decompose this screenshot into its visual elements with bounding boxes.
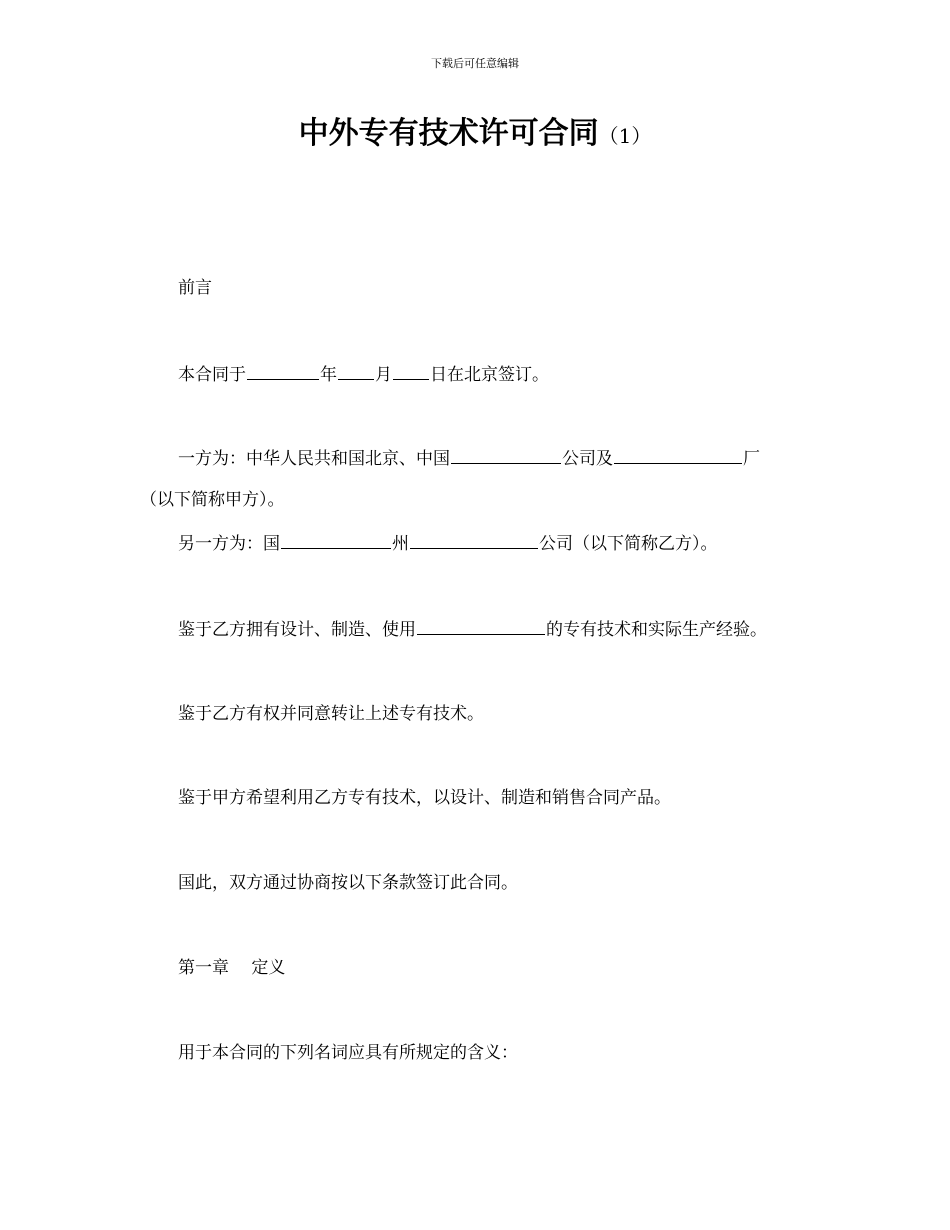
signing-paragraph bbox=[178, 362, 549, 387]
chapter-1-heading: 第一章 定义 bbox=[178, 958, 286, 978]
party-a-continuation: （以下简称甲方）。 bbox=[140, 490, 285, 510]
party-b-text-2: 州 bbox=[392, 534, 409, 554]
whereas-1-paragraph bbox=[178, 617, 767, 642]
company-blank bbox=[451, 446, 561, 464]
header-note: 下载后可任意编辑 bbox=[431, 57, 519, 70]
whereas-1-text-2: 的专有技术和实际生产经验。 bbox=[546, 620, 767, 640]
party-a-text-3: 厂 bbox=[743, 449, 760, 469]
state-blank bbox=[410, 531, 538, 549]
signing-text-3: 月 bbox=[375, 365, 392, 385]
whereas-2-paragraph: 鉴于乙方有权并同意转让上述专有技术。 bbox=[178, 704, 484, 724]
year-blank bbox=[247, 362, 319, 380]
whereas-3-paragraph: 鉴于甲方希望利用乙方专有技术，以设计、制造和销售合同产品。 bbox=[178, 788, 671, 808]
month-blank bbox=[338, 362, 374, 380]
whereas-1-text-1: 鉴于乙方拥有设计、制造、使用 bbox=[178, 620, 416, 640]
party-a-text-2: 公司及 bbox=[562, 449, 613, 469]
signing-text-1: 本合同于 bbox=[178, 365, 246, 385]
preface-heading: 前言 bbox=[178, 278, 212, 298]
product-blank bbox=[417, 617, 545, 635]
document-title bbox=[0, 112, 950, 158]
party-b-paragraph bbox=[178, 531, 718, 556]
therefore-paragraph: 国此，双方通过协商按以下条款签订此合同。 bbox=[178, 873, 518, 893]
country-blank bbox=[281, 531, 391, 549]
signing-text-2: 年 bbox=[320, 365, 337, 385]
title-main: 中外专有技术许可合同 bbox=[298, 116, 599, 151]
signing-text-4: 日在北京签订。 bbox=[430, 365, 549, 385]
party-b-text-1: 另一方为：国 bbox=[178, 534, 280, 554]
day-blank bbox=[393, 362, 429, 380]
factory-blank bbox=[614, 446, 742, 464]
party-a-paragraph bbox=[178, 446, 760, 471]
party-b-text-3: 公司（以下简称乙方）。 bbox=[539, 534, 718, 554]
title-suffix: （1） bbox=[598, 124, 652, 148]
definitions-intro: 用于本合同的下列名词应具有所规定的含义： bbox=[178, 1043, 518, 1063]
party-a-text-1: 一方为：中华人民共和国北京、中国 bbox=[178, 449, 450, 469]
